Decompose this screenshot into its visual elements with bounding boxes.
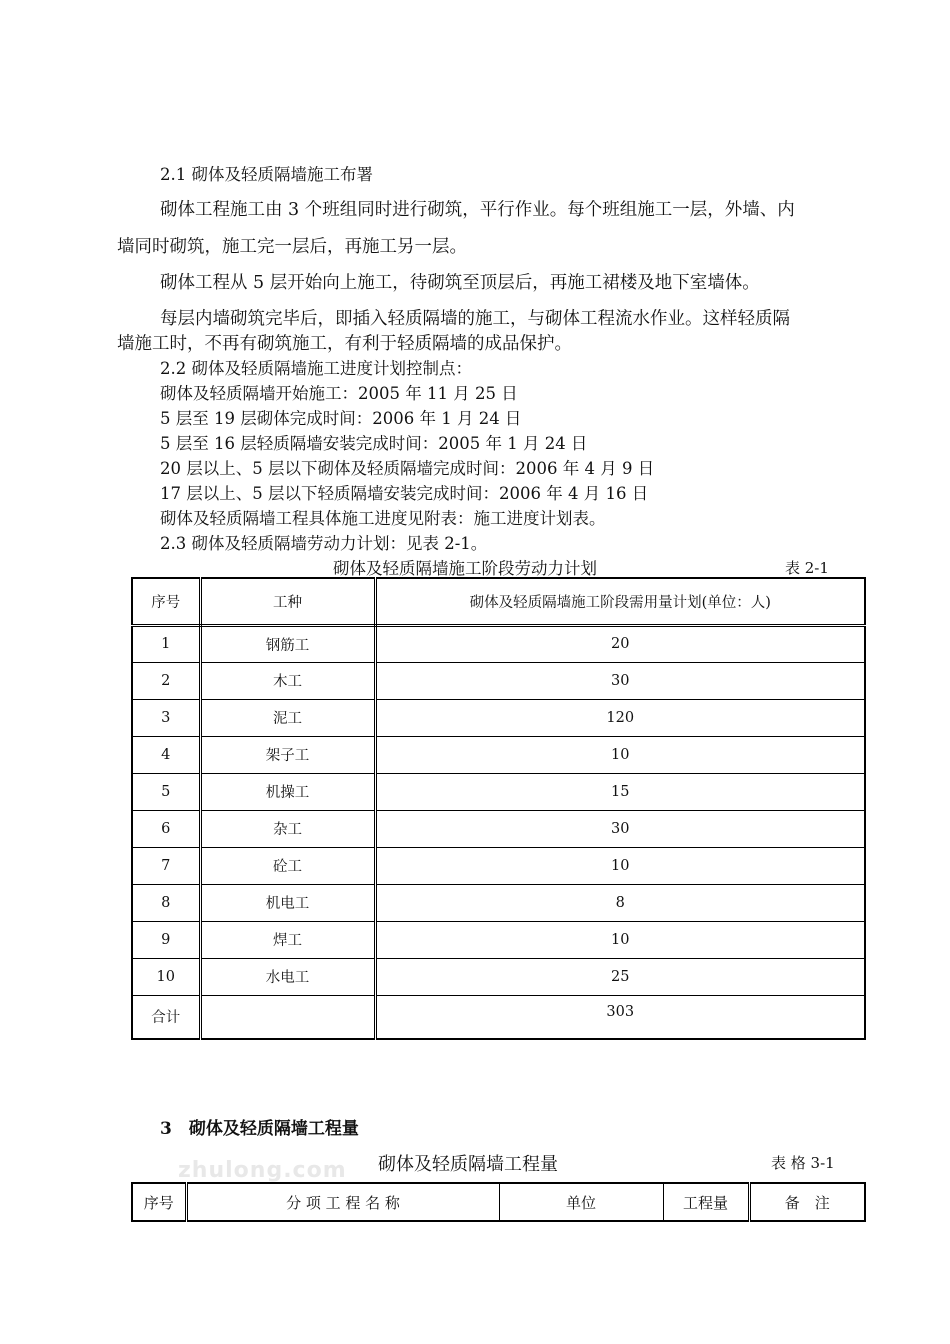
header-cell: 序号	[132, 578, 200, 625]
table-row	[132, 662, 865, 699]
total-empty-cell	[200, 995, 375, 1039]
quantity-table	[131, 1182, 866, 1222]
row-index: 9	[132, 921, 200, 958]
headcount: 15	[375, 773, 865, 810]
table-row	[132, 773, 865, 810]
trade-name: 木工	[200, 662, 375, 699]
header-cell: 单位	[499, 1183, 663, 1221]
watermark: zhulong.com	[178, 1158, 347, 1183]
paragraph-1-line-1: 砌体工程施工由 3 个班组同时进行砌筑，平行作业。每个班组施工一层，外墙、内	[160, 200, 795, 220]
trade-name: 机电工	[200, 884, 375, 921]
labor-table-number: 表 2-1	[785, 559, 829, 577]
quantity-table-caption: 砌体及轻质隔墙工程量	[378, 1154, 558, 1175]
row-index: 1	[132, 625, 200, 662]
header-cell: 砌体及轻质隔墙施工阶段需用量计划(单位：人)	[375, 578, 865, 625]
headcount: 30	[375, 810, 865, 847]
table-row	[132, 810, 865, 847]
table-row	[132, 958, 865, 995]
trade-name: 钢筋工	[200, 625, 375, 662]
row-index: 10	[132, 958, 200, 995]
header-cell: 工种	[200, 578, 375, 625]
labor-plan-table	[131, 577, 866, 1040]
section-2-2-heading: 2.2 砌体及轻质隔墙施工进度计划控制点：	[160, 359, 472, 378]
table-header-row	[132, 578, 865, 625]
paragraph-2: 砌体工程从 5 层开始向上施工，待砌筑至顶层后，再施工裙楼及地下室墙体。	[160, 273, 760, 293]
quantity-table-number: 表 格 3-1	[771, 1154, 835, 1172]
row-index: 3	[132, 699, 200, 736]
paragraph-1-line-2: 墙同时砌筑，施工完一层后，再施工另一层。	[117, 237, 467, 257]
row-index: 2	[132, 662, 200, 699]
schedule-item: 5 层至 19 层砌体完成时间：2006 年 1 月 24 日	[160, 409, 522, 428]
schedule-item: 砌体及轻质隔墙工程具体施工进度见附表：施工进度计划表。	[160, 509, 606, 528]
table-row	[132, 625, 865, 662]
header-cell: 备 注	[749, 1183, 865, 1221]
row-index: 6	[132, 810, 200, 847]
trade-name: 焊工	[200, 921, 375, 958]
trade-name: 机操工	[200, 773, 375, 810]
header-cell: 工程量	[663, 1183, 749, 1221]
header-cell: 序号	[132, 1183, 186, 1221]
row-index: 4	[132, 736, 200, 773]
table-row	[132, 699, 865, 736]
schedule-item: 5 层至 16 层轻质隔墙安装完成时间：2005 年 1 月 24 日	[160, 434, 588, 453]
table-row	[132, 736, 865, 773]
table-total-row	[132, 995, 865, 1039]
headcount: 10	[375, 921, 865, 958]
schedule-item: 17 层以上、5 层以下轻质隔墙安装完成时间：2006 年 4 月 16 日	[160, 484, 649, 503]
table-row	[132, 921, 865, 958]
headcount: 10	[375, 736, 865, 773]
table-row	[132, 847, 865, 884]
headcount: 8	[375, 884, 865, 921]
table-row	[132, 884, 865, 921]
section-2-3-heading: 2.3 砌体及轻质隔墙劳动力计划：见表 2-1。	[160, 534, 488, 553]
schedule-item: 砌体及轻质隔墙开始施工：2005 年 11 月 25 日	[160, 384, 518, 403]
headcount: 120	[375, 699, 865, 736]
row-index: 5	[132, 773, 200, 810]
paragraph-3-line-1: 每层内墙砌筑完毕后，即插入轻质隔墙的施工，与砌体工程流水作业。这样轻质隔	[160, 309, 790, 329]
trade-name: 架子工	[200, 736, 375, 773]
paragraph-3-line-2: 墙施工时，不再有砌筑施工，有利于轻质隔墙的成品保护。	[117, 334, 572, 354]
trade-name: 水电工	[200, 958, 375, 995]
labor-table-caption: 砌体及轻质隔墙施工阶段劳动力计划	[333, 559, 597, 578]
row-index: 7	[132, 847, 200, 884]
total-value: 303	[375, 995, 865, 1039]
trade-name: 杂工	[200, 810, 375, 847]
trade-name: 砼工	[200, 847, 375, 884]
table-header-row	[132, 1183, 865, 1221]
trade-name: 泥工	[200, 699, 375, 736]
section-2-1-heading: 2.1 砌体及轻质隔墙施工布署	[160, 165, 373, 184]
total-label: 合计	[132, 995, 200, 1039]
headcount: 25	[375, 958, 865, 995]
row-index: 8	[132, 884, 200, 921]
section-3-heading: 3 砌体及轻质隔墙工程量	[160, 1119, 359, 1139]
header-cell: 分 项 工 程 名 称	[186, 1183, 499, 1221]
headcount: 20	[375, 625, 865, 662]
schedule-item: 20 层以上、5 层以下砌体及轻质隔墙完成时间：2006 年 4 月 9 日	[160, 459, 655, 478]
headcount: 30	[375, 662, 865, 699]
headcount: 10	[375, 847, 865, 884]
